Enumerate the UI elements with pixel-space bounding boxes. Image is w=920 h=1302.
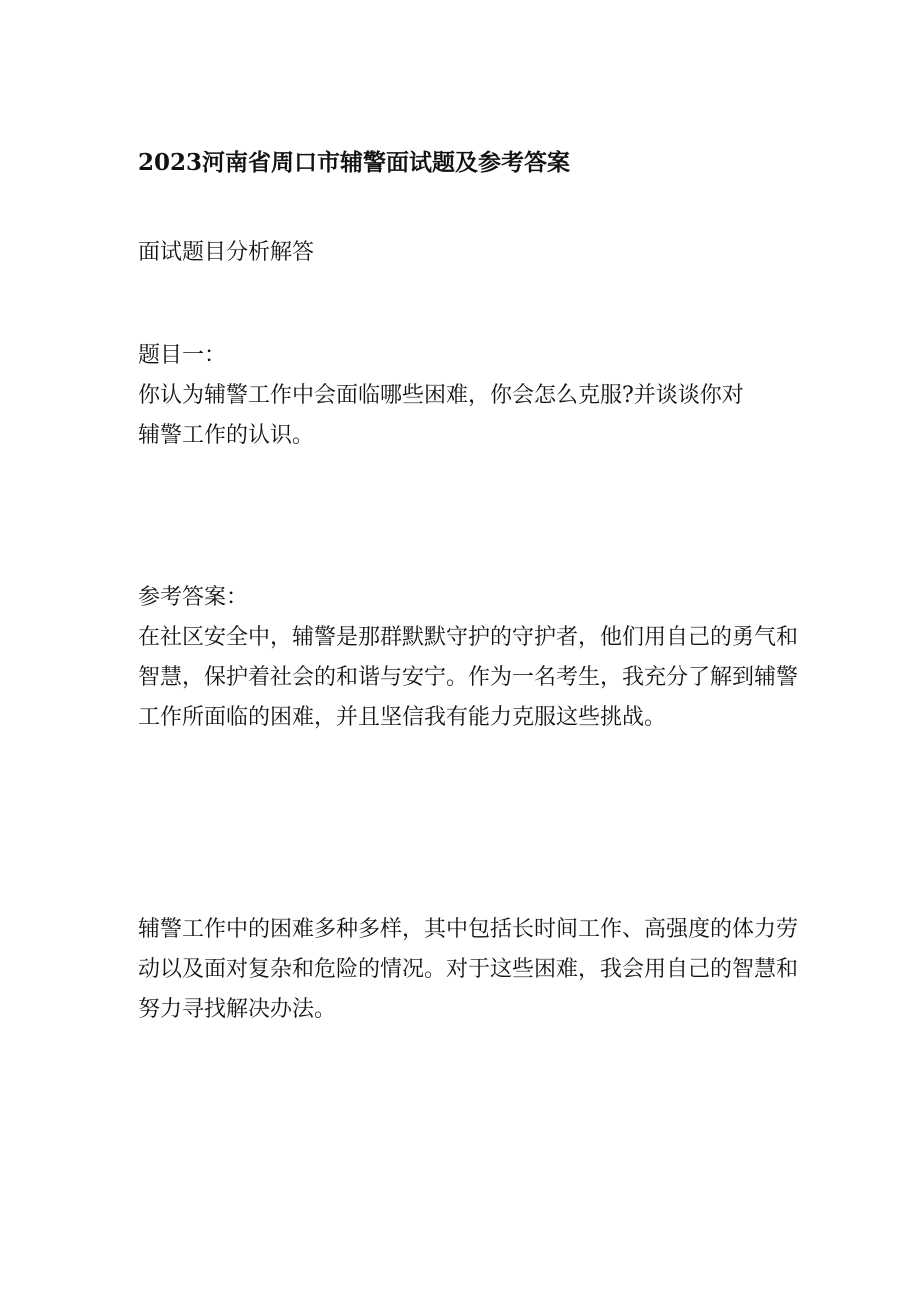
- answer-1-section: [138, 578, 799, 738]
- answer-1-line-2: 智慧，保护着社会的和谐与安宁。作为一名考生，我充分了解到辅警: [138, 665, 799, 690]
- answer-1-line-3: 工作所面临的困难，并且坚信我有能力克服这些挑战。: [138, 705, 667, 730]
- document-subtitle: 面试题目分析解答: [138, 240, 315, 265]
- question-1-section: [138, 336, 788, 456]
- document-title: 2023河南省周口市辅警面试题及参考答案: [138, 149, 571, 176]
- answer-1-label: 参考答案：: [138, 585, 249, 610]
- paragraph-2-line-1: 辅警工作中的困难多种多样，其中包括长时间工作、高强度的体力劳: [138, 917, 799, 942]
- question-1-label: 题目一：: [138, 343, 227, 368]
- answer-1-line-1: 在社区安全中，辅警是那群默默守护的守护者，他们用自己的勇气和: [138, 625, 799, 650]
- question-1-line-2: 辅警工作的认识。: [138, 423, 315, 448]
- paragraph-2-line-2: 动以及面对复杂和危险的情况。对于这些困难，我会用自己的智慧和: [138, 957, 799, 982]
- question-1-line-1: 你认为辅警工作中会面临哪些困难，你会怎么克服?并谈谈你对: [138, 383, 744, 408]
- paragraph-2-line-3: 努力寻找解决办法。: [138, 997, 337, 1022]
- paragraph-2-section: [138, 910, 799, 1030]
